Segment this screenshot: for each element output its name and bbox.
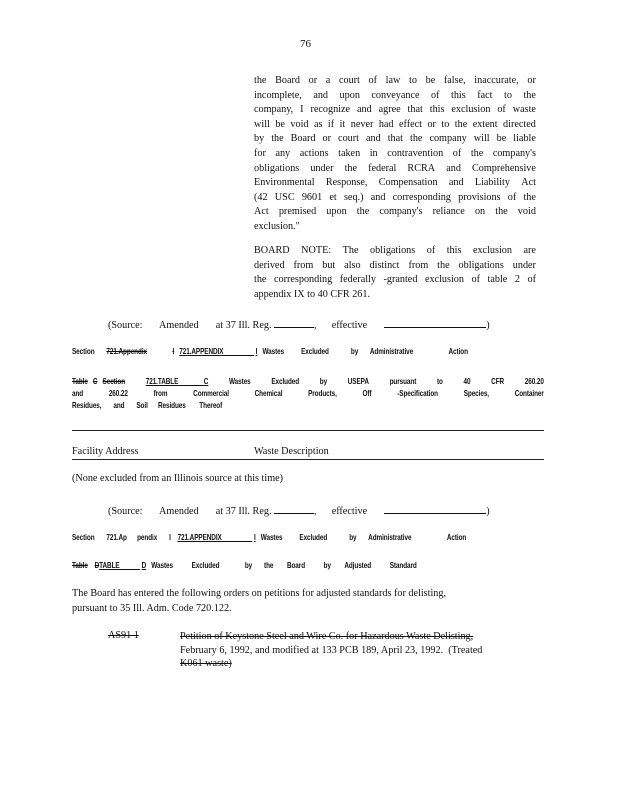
source-line-1 [108, 317, 490, 331]
section-heading-2 [72, 533, 509, 542]
quote-line: obligations under the federal RCRA and Comprehensive [254, 162, 536, 174]
exclusion-quote [254, 74, 536, 235]
entry-line-3: K061 waste) [180, 658, 232, 669]
deleted-table-letter: C [92, 377, 98, 386]
heading-word: by [350, 347, 359, 356]
quote-line: by the Board or court and that the company will be liable [254, 133, 536, 145]
table-header-rule [72, 459, 544, 460]
deleted-table-word: Table [72, 377, 88, 386]
appendix-ref-cont: pendix [137, 533, 158, 542]
inserted-table-letter: D [141, 561, 147, 570]
source-close: ) [486, 506, 490, 517]
effective-blank [384, 503, 486, 514]
source-reg: at 37 Ill. Reg. [215, 320, 272, 331]
inserted-appendix: 721.APPENDIX [179, 347, 224, 356]
source-effective: effective [331, 320, 368, 331]
section-word: Section [72, 347, 95, 356]
board-note-line: derived from but also distinct from the obligations under [254, 259, 536, 271]
page-number: 76 [300, 38, 311, 50]
heading-word: pursuant [389, 377, 417, 386]
inserted-appendix: 721.APPENDIX [177, 533, 222, 542]
heading-word: Products, [308, 389, 337, 398]
source-line-2 [108, 503, 490, 517]
quote-line: Environmental Response, Compensation and Liability Act [254, 177, 536, 189]
heading-word: Commercial [193, 389, 229, 398]
heading-word: CFR [491, 377, 505, 386]
source-comma: , [314, 506, 317, 517]
heading-word: Action [448, 347, 468, 356]
source-amended: Amended [159, 320, 199, 331]
quote-line: exclusion." [254, 220, 300, 232]
quote-line: (42 USC 9601 et seq.) and corresponding provisions of the [254, 191, 536, 203]
source-label: (Source: [108, 320, 143, 331]
table-c-heading [72, 377, 544, 410]
quote-line: will be void as if it never had effect or to the extent directed [254, 118, 536, 130]
heading-word: Residues, [72, 401, 102, 410]
heading-word: and [113, 401, 125, 410]
heading-word: by [244, 561, 253, 570]
heading-word: Excluded [299, 533, 328, 542]
table-top-rule [72, 430, 544, 431]
heading-word: Excluded [191, 561, 220, 570]
orders-paragraph [72, 587, 446, 616]
heading-word: 40 [463, 377, 471, 386]
entry-line-2-treated: (Treated [448, 644, 483, 656]
entry-id: AS91 1 [108, 630, 139, 641]
heading-word: Administrative [368, 533, 412, 542]
orders-line: The Board has entered the following orders on petitions for adjusted standards for delisting, [72, 588, 447, 599]
quote-line: incomplete, and upon conveyance of this fact to the [254, 89, 536, 101]
board-note-line: BOARD NOTE: The obligations of this exclusion are [254, 245, 536, 256]
orders-line: pursuant to 35 Ill. Adm. Code 720.122. [72, 602, 232, 614]
source-effective: effective [331, 506, 368, 517]
heading-word: Excluded [271, 377, 300, 386]
col-waste-description: Waste Description [254, 446, 329, 457]
source-label: (Source: [108, 506, 143, 517]
appendix-ref: 721.Ap [106, 533, 127, 542]
board-note [254, 244, 536, 302]
deleted-letter: I [172, 347, 175, 356]
board-note-line: the corresponding federally -granted exclusion of table 2 of [254, 274, 536, 286]
source-reg: at 37 Ill. Reg. [215, 506, 272, 517]
reg-blank [274, 503, 314, 514]
heading-word: 260.22 [108, 389, 128, 398]
heading-word: Wastes [228, 377, 251, 386]
deleted-section-word: Section [102, 377, 126, 386]
heading-word: Chemical [254, 389, 283, 398]
inserted-table: 721.TABLE [145, 377, 179, 386]
heading-word: Administrative [369, 347, 414, 356]
heading-word: Off [362, 389, 372, 398]
quote-line: Act premised upon the company's reliance on the void [254, 206, 536, 218]
heading-word: Board [286, 561, 306, 570]
heading-word: Excluded [301, 347, 329, 356]
heading-word: by [323, 561, 331, 570]
inserted-letter: I [255, 347, 258, 356]
heading-word: by [349, 533, 357, 542]
entry-line-1: Petition of Keystone Steel and Wire Co. for Hazardous Waste Delisting, [180, 631, 474, 642]
heading-word: Wastes [151, 561, 173, 570]
heading-word: Standard [389, 561, 417, 570]
heading-word: to [436, 377, 443, 386]
heading-word: USEPA [347, 377, 369, 386]
heading-word: Adjusted [344, 561, 372, 570]
heading-word: Thereof [199, 401, 223, 410]
table-d-heading [72, 561, 509, 570]
board-note-line: appendix IX to 40 CFR 261. [254, 288, 371, 300]
entry-line-2: February 6, 1992, and modified at 133 PCB 189, April 23, 1992. [180, 644, 444, 656]
source-close: ) [486, 320, 490, 331]
heading-word: Container [514, 389, 544, 398]
quote-line: for any actions taken in contravention of the company's [254, 147, 536, 159]
heading-word: the [264, 561, 274, 570]
heading-word: 260.20 [524, 377, 544, 386]
effective-blank [384, 317, 486, 328]
quote-line: the Board or a court of law to be false, inaccurate, or [254, 75, 536, 86]
heading-word: by [319, 377, 328, 386]
reg-blank [274, 317, 314, 328]
inserted-table: TABLE [99, 561, 120, 570]
none-excluded-text: (None excluded from an Illinois source at this time) [72, 473, 284, 484]
source-amended: Amended [159, 506, 199, 517]
appendix-letter: I [169, 533, 171, 542]
heading-word: Wastes [260, 533, 283, 542]
heading-word: Residues [157, 401, 186, 410]
source-comma: , [314, 320, 317, 331]
heading-word: Wastes [262, 347, 285, 356]
deleted-table-word: Table [72, 561, 88, 570]
heading-word: Species, [463, 389, 490, 398]
section-heading-1 [72, 347, 509, 356]
inserted-letter: I [253, 533, 256, 542]
deleted-appendix: 721.Appendix [106, 347, 148, 356]
heading-word: and [72, 389, 84, 398]
section-word: Section [72, 533, 95, 542]
entry-text [180, 630, 482, 671]
heading-word: Soil [136, 401, 148, 410]
heading-word: from [153, 389, 168, 398]
col-facility-address: Facility Address [72, 446, 139, 457]
inserted-table-letter: C [203, 377, 209, 386]
deleted-table-letter: D [94, 561, 100, 570]
quote-line: company, I recognize and agree that this exclusion of waste [254, 104, 536, 116]
heading-word: -Specification [397, 389, 439, 398]
heading-word: Action [446, 533, 467, 542]
